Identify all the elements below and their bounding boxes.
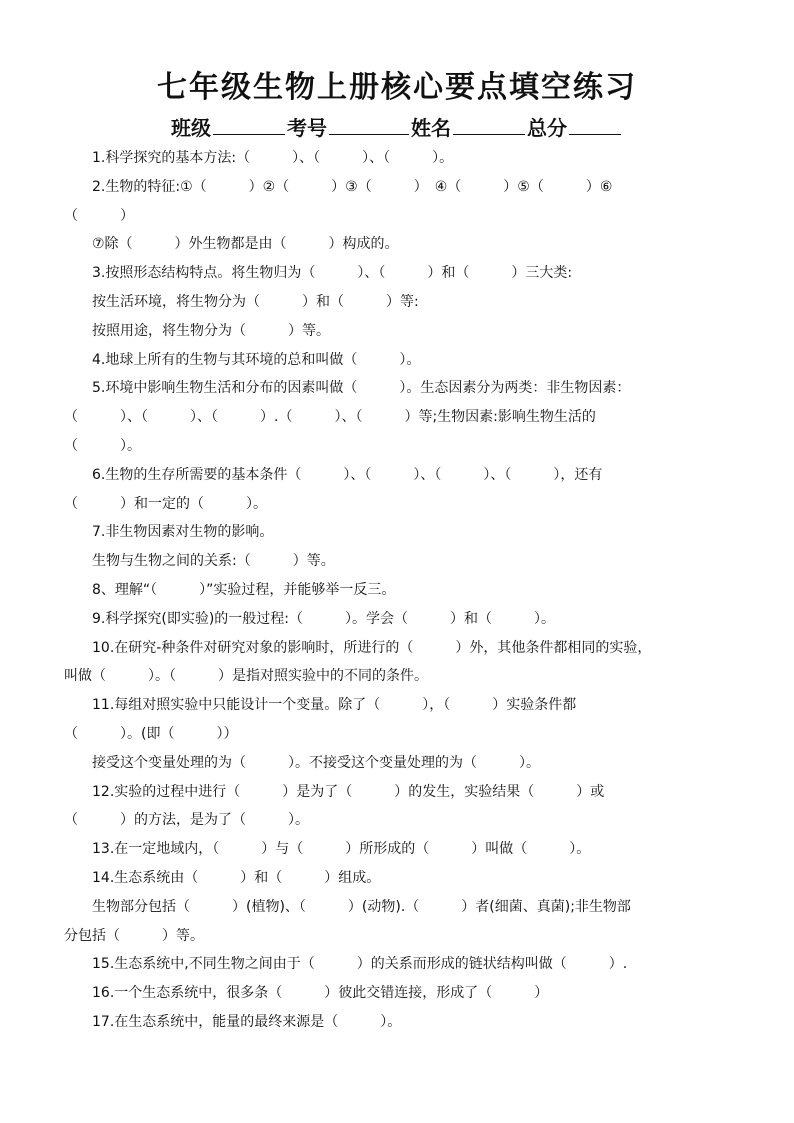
question-line: 15.生态系统中,不同生物之间由于（ ）的关系而形成的链状结构叫做（ ）.	[92, 956, 628, 973]
question-line: （ ）。(即（ ））	[64, 725, 238, 742]
name-label: 姓名	[411, 116, 451, 140]
question-line: （ ）的方法，是为了（ ）。	[64, 812, 309, 829]
student-info-line	[0, 112, 794, 141]
question-line: （ ）、（ ）、（ ）.（ ）、（ ）等;生物因素:影响生物生活的	[64, 409, 596, 426]
question-line: 9.科学探究(即实验)的一般过程:（ ）。学会（ ）和（ ）。	[92, 610, 555, 627]
question-line: 11.每组对照实验中只能设计一个变量。除了（ ），（ ）实验条件都	[92, 697, 577, 714]
question-line: 7.非生物因素对生物的影响。	[92, 524, 274, 541]
question-line: （ ）和一定的（ ）。	[64, 495, 267, 512]
question-line: （ ）	[64, 207, 134, 224]
question-line: 16.一个生态系统中，很多条（ ）彼此交错连接，形成了（ ）	[92, 985, 549, 1002]
question-line: 分包括（ ）等。	[64, 927, 204, 944]
question-line: 按生活环境，将生物分为（ ）和（ ）等:	[92, 293, 419, 310]
question-line: 10.在研究-种条件对研究对象的影响时，所进行的（ ）外，其他条件都相同的实验，	[92, 639, 652, 656]
exam-number-label: 考号	[287, 116, 327, 140]
question-list	[64, 144, 736, 1037]
question-line: 生物与生物之间的关系:（ ）等。	[92, 553, 335, 570]
class-label: 班级	[171, 116, 211, 140]
worksheet-title: 七年级生物上册核心要点填空练习	[157, 70, 637, 105]
question-line: 6.生物的生存所需要的基本条件（ ）、（ ）、（ ）、（ ），还有	[92, 466, 603, 483]
score-blank[interactable]	[569, 116, 621, 135]
class-blank[interactable]	[213, 116, 285, 135]
question-line: 生物部分包括（ ）(植物)、（ ）(动物).（ ）者(细菌、真菌);非生物部	[92, 898, 631, 915]
question-line: 按照用途，将生物分为（ ）等。	[92, 322, 330, 339]
question-line: 接受这个变量处理的为（ ）。不接受这个变量处理的为（ ）。	[92, 754, 540, 771]
question-line: ⑦除（ ）外生物都是由（ ）构成的。	[92, 236, 399, 253]
score-label: 总分	[527, 116, 567, 140]
name-blank[interactable]	[453, 116, 525, 135]
question-line: 3.按照形态结构特点。将生物归为（ ）、（ ）和（ ）三大类:	[92, 265, 573, 282]
question-line: 5.环境中影响生物生活和分布的因素叫做（ ）。生态因素分为两类：非生物因素：	[92, 380, 631, 397]
question-line: 8、理解“（ ）”实验过程，并能够举一反三。	[92, 581, 396, 598]
question-line: 17.在生态系统中，能量的最终来源是（ ）。	[92, 1013, 402, 1030]
question-line: 1.科学探究的基本方法:（ ）、（ ）、（ ）。	[92, 150, 454, 166]
question-line: 13.在一定地域内，（ ）与（ ）所形成的（ ）叫做（ ）。	[92, 841, 591, 858]
question-line: 叫做（ ）。（ ）是指对照实验中的不同的条件。	[64, 668, 428, 685]
question-line: 14.生态系统由（ ）和（ ）组成。	[92, 869, 381, 886]
exam-number-blank[interactable]	[329, 116, 409, 135]
question-line: 2.生物的特征:①（ ）②（ ）③（ ） ④（ ）⑤（ ）⑥	[92, 178, 613, 195]
question-line: 4.地球上所有的生物与其环境的总和叫做（ ）。	[92, 351, 421, 368]
question-line: 12.实验的过程中进行（ ）是为了（ ）的发生，实验结果（ ）或	[92, 783, 605, 800]
question-line: （ ）。	[64, 437, 141, 454]
